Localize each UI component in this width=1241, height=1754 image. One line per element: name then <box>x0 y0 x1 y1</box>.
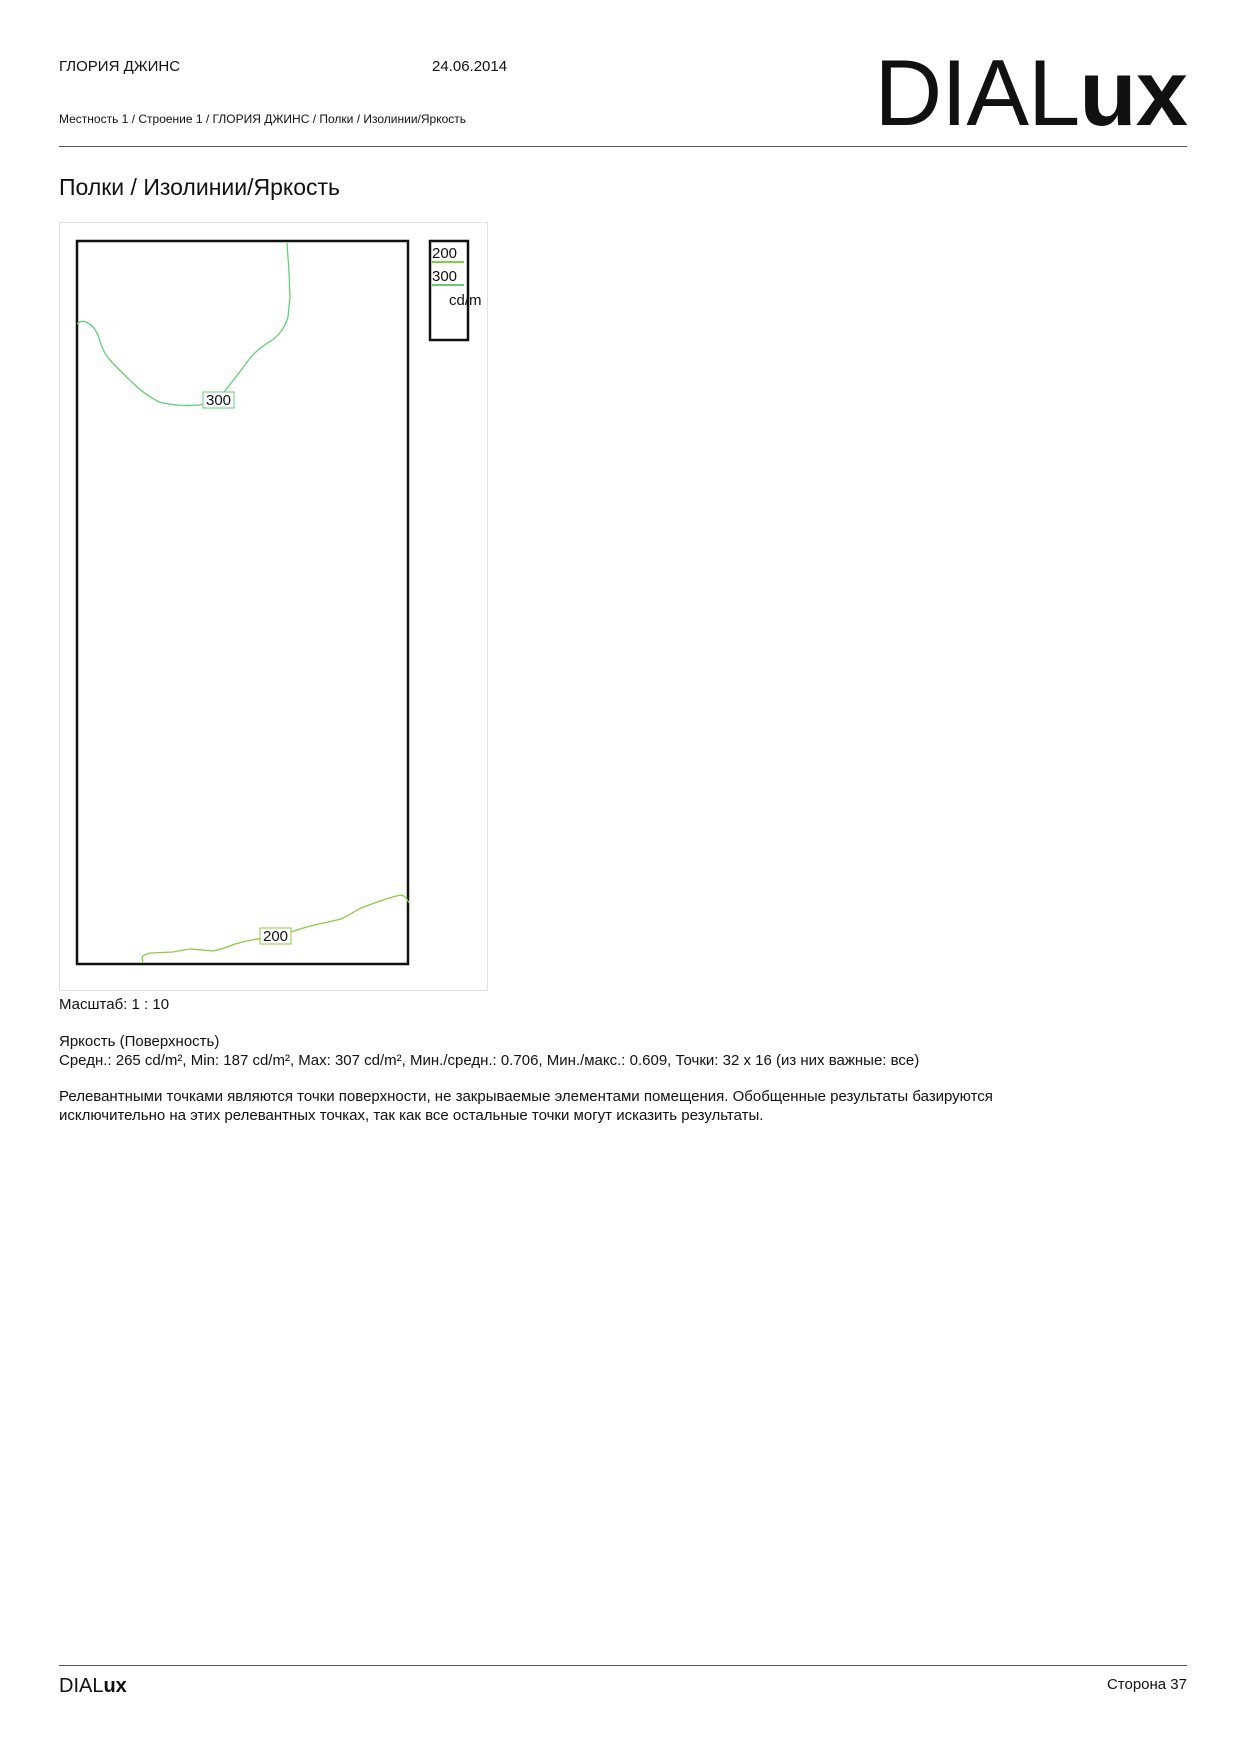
footer-logo-regular-part: DIAL <box>59 1675 104 1697</box>
legend-value-300: 300 <box>432 268 458 285</box>
header-divider <box>59 146 1187 147</box>
dialux-footer-logo <box>59 1676 127 1696</box>
project-name: ГЛОРИЯ ДЖИНС <box>59 58 181 75</box>
note-line-1: Релевантными точками являются точки поверхности, не закрываемые элементами помещения. Обобщенные результаты базируются <box>59 1088 993 1105</box>
luminance-stats: Средн.: 265 cd/m², Min: 187 cd/m², Max: 307 cd/m², Мин./средн.: 0.706, Мин./макс.: 0.609, Точки: 32 x 16 (из них важные: все) <box>59 1052 920 1069</box>
isoline-label-200: 200 <box>262 928 289 945</box>
legend-unit: cd/m <box>449 292 482 309</box>
footer-logo-bold-part: ux <box>103 1675 127 1697</box>
report-date: 24.06.2014 <box>432 58 508 75</box>
footer-divider <box>59 1665 1187 1666</box>
dialux-logo <box>874 40 1187 145</box>
isoline-300 <box>77 243 290 406</box>
shelf-surface-outline <box>77 241 408 964</box>
surface-title: Яркость (Поверхность) <box>59 1033 220 1050</box>
logo-regular-part: DIAL <box>874 40 1080 145</box>
breadcrumb: Местность 1 / Строение 1 / ГЛОРИЯ ДЖИНС / Полки / Изолинии/Яркость <box>59 112 466 126</box>
scale-label: Масштаб: 1 : 10 <box>59 996 170 1013</box>
note-line-2: исключительно на этих релевантных точках, так как все остальные точки могут исказить результаты. <box>59 1107 764 1124</box>
isoline-plan <box>59 222 488 991</box>
page-number: Сторона 37 <box>1106 1676 1187 1693</box>
isoline-label-300: 300 <box>205 392 232 409</box>
logo-bold-part: ux <box>1079 40 1187 145</box>
page-title: Полки / Изолинии/Яркость <box>59 174 341 200</box>
legend-value-200: 200 <box>432 245 458 262</box>
